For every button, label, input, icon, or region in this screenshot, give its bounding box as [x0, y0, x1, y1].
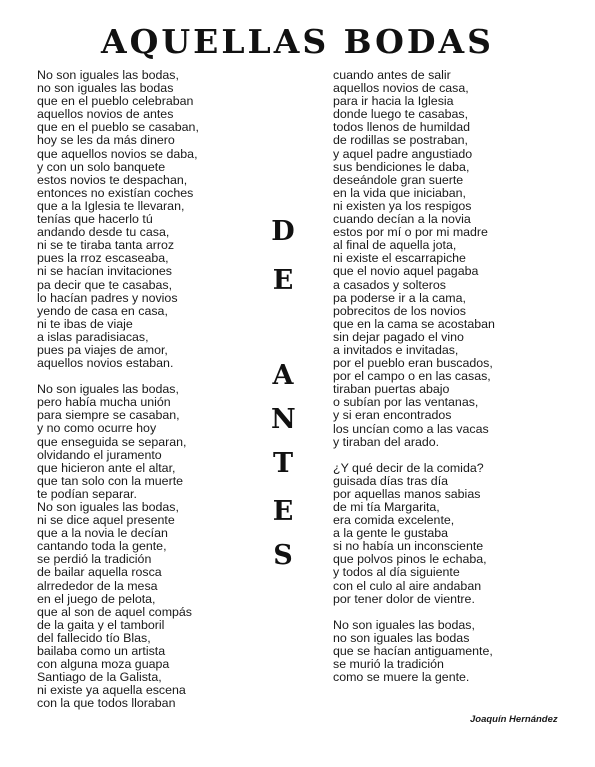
vertical-letter: N — [271, 404, 296, 435]
poem-line: ni se te tiraba tanta arroz — [37, 238, 175, 253]
poem-line: tenías que hacerlo tú — [37, 212, 153, 227]
poem-line: del fallecido tío Blas, — [37, 630, 151, 645]
poem-line: no son iguales las bodas — [37, 81, 174, 96]
poem-line: que se hacían antiguamente, — [333, 643, 493, 658]
poem-line: ni te ibas de viaje — [37, 316, 133, 331]
page-title: AQUELLAS BODAS — [101, 22, 494, 61]
poem-line: de rodillas se postraban, — [333, 133, 469, 148]
poem-right-column — [333, 69, 495, 697]
poem-line: Santiago de la Galista, — [37, 670, 162, 685]
poem-line: se murió la tradición — [333, 657, 444, 672]
poem-line: olvidando el juramento — [37, 447, 162, 462]
poem-line: todos llenos de humildad — [333, 120, 471, 135]
poem-line: que hicieron ante el altar, — [37, 460, 176, 475]
poem-line: que en el pueblo celebraban — [37, 94, 194, 109]
poem-line: que aquellos novios se daba, — [37, 146, 198, 161]
poem-line: ni se hacían invitaciones — [37, 264, 173, 279]
poem-line: a islas paradisiacas, — [37, 329, 149, 344]
poem-line: y tiraban del arado. — [333, 434, 440, 449]
poem-line: que en la cama se acostaban — [333, 316, 495, 331]
poem-line: que enseguida se separan, — [37, 434, 187, 449]
poem-line: por el pueblo eran buscados, — [333, 356, 493, 371]
poem-line: No son iguales las bodas, — [37, 382, 179, 397]
poem-line: entonces no existían coches — [37, 185, 194, 200]
poem-line: que al son de aquel compás — [37, 604, 192, 619]
poem-line: como se muere la gente. — [333, 670, 470, 685]
poem-line: ¿Y qué decir de la comida? — [333, 460, 484, 475]
vertical-letter: T — [272, 448, 294, 479]
poem-line: y aquel padre angustiado — [333, 146, 473, 161]
poem-line: con el culo al aire andaban — [333, 578, 482, 593]
vertical-letter: E — [272, 496, 294, 527]
author-signature: Joaquín Hernández — [470, 714, 558, 725]
poem-line: al final de aquella jota, — [333, 238, 457, 253]
poem-line: cantando toda la gente, — [37, 539, 167, 554]
poem-line: que polvos pinos le echaba, — [333, 552, 487, 567]
poem-line: pues la rroz escaseaba, — [37, 251, 169, 266]
poem-line: que el novio aquel pagaba — [333, 264, 479, 279]
poem-line: y todos al día siguiente — [333, 565, 460, 580]
poem-line: por tener dolor de vientre. — [333, 591, 475, 606]
poem-line: era comida excelente, — [333, 513, 455, 528]
poem-line: los uncían como a las vacas — [333, 421, 489, 436]
poem-line: aquellos novios de casa, — [333, 81, 469, 96]
poem-line: de bailar aquella rosca — [37, 565, 162, 580]
poem-line: donde luego te casabas, — [333, 107, 469, 122]
poem-line: que tan solo con la muerte — [37, 473, 184, 488]
poem-line: y si eran encontrados — [333, 408, 452, 423]
poem-line: cuando decían a la novia — [333, 212, 471, 227]
vertical-letter: S — [273, 540, 293, 571]
poem-line: que a la novia le decían — [37, 526, 168, 541]
poem-line: pa poderse ir a la cama, — [333, 290, 466, 305]
poem-line: para ir hacia la Iglesia — [333, 94, 454, 109]
poem-line: sin dejar pagado el vino — [333, 329, 464, 344]
poem-line: se perdió la tradición — [37, 552, 152, 567]
poem-line: bailaba como un artista — [37, 644, 166, 659]
poem-line: y con un solo banquete — [37, 159, 166, 174]
poem-line: por el campo o en las casas, — [333, 369, 491, 384]
poem-line: alrrededor de la mesa — [37, 578, 158, 593]
poem-line: de la gaita y el tamboril — [37, 617, 165, 632]
poem-stanza — [37, 69, 199, 370]
poem-line: yendo de casa en casa, — [37, 303, 168, 318]
poem-line: con alguna moza guapa — [37, 657, 170, 672]
poem-line: aquellos novios de antes — [37, 107, 174, 122]
poem-line: ni existe el escarrapiche — [333, 251, 466, 266]
poem-line: por aquellas manos sabias — [333, 486, 481, 501]
poem-line: con la que todos lloraban — [37, 696, 176, 711]
poem-line: No son iguales las bodas, — [37, 500, 179, 514]
poem-line: hoy se les da más dinero — [37, 133, 175, 148]
poem-line: en el juego de pelota, — [37, 591, 156, 606]
poem-line: te podían separar. — [37, 486, 137, 501]
vertical-letter: D — [271, 216, 295, 247]
poem-line: andando desde tu casa, — [37, 225, 170, 240]
vertical-letter: E — [272, 265, 294, 296]
poem-line: no son iguales las bodas — [333, 630, 470, 645]
poem-line: No son iguales las bodas, — [333, 617, 475, 632]
vertical-letter: A — [272, 360, 294, 391]
poem-line: No son iguales las bodas, — [37, 68, 179, 82]
poem-stanza — [37, 383, 199, 710]
poem-line: estos novios te despachan, — [37, 172, 188, 187]
poem-stanza — [333, 462, 495, 606]
poem-line: para siempre se casaban, — [37, 408, 180, 423]
poem-line: de mi tía Margarita, — [333, 500, 440, 514]
poem-line: a casados y solteros — [333, 277, 446, 292]
poem-line: a la gente le gustaba — [333, 526, 449, 541]
poem-stanza — [333, 619, 495, 684]
poem-line: pa decir que te casabas, — [37, 277, 173, 292]
poem-line: lo hacían padres y novios — [37, 290, 178, 305]
poem-stanza — [333, 69, 495, 449]
poem-line: pero había mucha unión — [37, 395, 171, 410]
poem-line: deseándole gran suerte — [333, 172, 464, 187]
poem-line: si no había un inconsciente — [333, 539, 484, 554]
poem-line: sus bendiciones le daba, — [333, 159, 470, 174]
poem-line: ni existe ya aquella escena — [37, 683, 186, 698]
poem-line: que en el pueblo se casaban, — [37, 120, 199, 135]
poem-line: y no como ocurre hoy — [37, 421, 157, 436]
poem-line: pues pa viajes de amor, — [37, 342, 168, 357]
poem-line: en la vida que iniciaban, — [333, 185, 466, 200]
poem-line: guisada días tras día — [333, 473, 449, 488]
poem-line: que a la Iglesia te llevaran, — [37, 198, 185, 213]
poem-line: pobrecitos de los novios — [333, 303, 466, 318]
poem-line: ni se dice aquel presente — [37, 513, 175, 528]
poem-line: cuando antes de salir — [333, 68, 451, 82]
poem-line: a invitados e invitadas, — [333, 342, 459, 357]
poem-line: aquellos novios estaban. — [37, 356, 174, 371]
poem-line: ni existen ya los respigos — [333, 198, 472, 213]
poem-left-column — [37, 69, 199, 724]
poem-line: tiraban puertas abajo — [333, 382, 450, 397]
poem-line: estos por mí o por mi madre — [333, 225, 488, 240]
poem-line: o subían por las ventanas, — [333, 395, 479, 410]
